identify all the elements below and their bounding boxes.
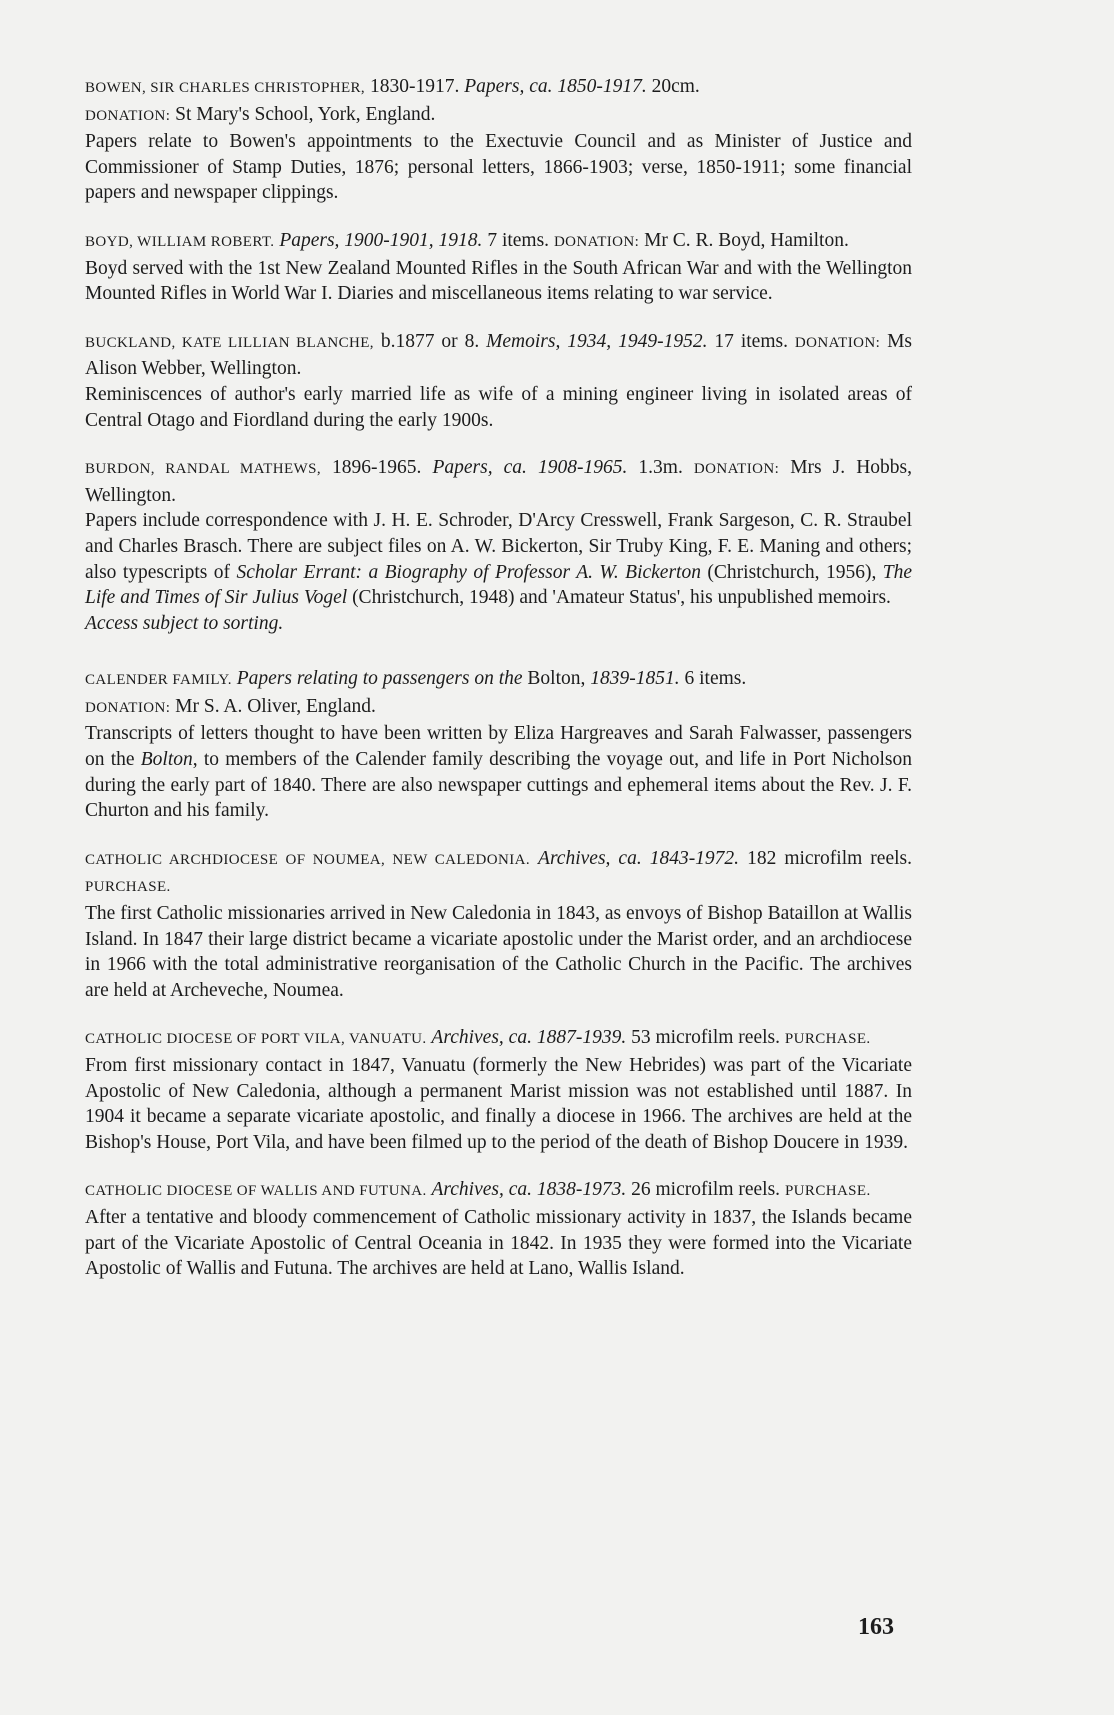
desc-text: (Christchurch, 1956), — [700, 561, 883, 583]
catalog-entry-boyd — [85, 228, 912, 307]
entry-heading — [85, 455, 912, 508]
catalog-entry-buckland — [85, 329, 912, 433]
entry-extent: 6 items. — [679, 668, 747, 690]
catalog-entry-bowen — [85, 74, 912, 206]
entry-description — [85, 508, 912, 610]
entry-name: BOWEN, SIR CHARLES CHRISTOPHER, — [85, 80, 366, 96]
entry-extent: 1.3m. — [627, 457, 694, 479]
entry-donor: Mrs J. Hobbs, Wellington. — [85, 457, 912, 506]
entry-name: BUCKLAND, KATE LILLIAN BLANCHE, — [85, 334, 374, 351]
page-number: 163 — [858, 1614, 894, 1640]
entry-description: Reminiscences of author's early married life as wife of a mining engineer living in isolated areas of Central Otago and Fiordland during the early 1900s. — [85, 383, 912, 431]
entry-donor: Ms Alison Webber, Wellington. — [85, 330, 912, 380]
entry-name: CALENDER FAMILY. — [85, 672, 232, 689]
entry-source: PURCHASE. — [784, 1183, 871, 1200]
entry-description: Boyd served with the 1st New Zealand Mounted Rifles in the South African War and with the Wellington Mounted Rifles in World War I. Diaries and miscellaneous items relating to war service. — [85, 257, 912, 305]
entry-title: Papers, 1900-1901, 1918. — [279, 229, 483, 251]
entry-donor: St Mary's School, York, England. — [170, 103, 436, 125]
entry-extent: 17 items. — [707, 330, 795, 352]
entry-title: Memoirs, 1934, 1949-1952. — [486, 330, 708, 352]
entry-description: From first missionary contact in 1847, Vanuatu (formerly the New Hebrides) was part of the Vicariate Apostolic of New Caledonia, although a permanent Marist mission was not established until 1887. In 1904 it became a separate vicariate apostolic, and finally a diocese in 1966. The archives are held at the Bishop's House, Port Vila, and have been filmed up to the period of the death of Bishop Doucere in 1939. — [85, 1055, 912, 1153]
entry-heading — [85, 329, 912, 382]
entry-source: DONATION: — [693, 461, 780, 478]
entry-extent: 20cm. — [646, 76, 700, 97]
entry-description: After a tentative and bloody commencement of Catholic missionary activity in 1837, the Islands became part of the Vicariate Apostolic of Central Oceania in 1842. In 1935 they were formed into the Vicariate Apostolic of Wallis and Futuna. The archives are held at Lano, Wallis Island. — [85, 1206, 912, 1280]
entry-title-ship: Bolton, — [522, 668, 591, 690]
entry-heading — [85, 666, 912, 694]
entry-title: Papers, ca. 1908-1965. — [432, 457, 628, 479]
entry-dates — [530, 848, 538, 869]
entry-source: DONATION: — [553, 233, 640, 250]
entry-dates: 1830-1917. — [365, 76, 465, 97]
entry-heading — [85, 1177, 912, 1205]
entry-name: CATHOLIC DIOCESE OF PORT VILA, VANUATU. — [85, 1031, 427, 1048]
entry-extent: 7 items. — [482, 229, 554, 251]
entry-source: DONATION: — [85, 107, 171, 124]
entry-source-line — [85, 694, 912, 722]
entry-description: The first Catholic missionaries arrived in New Caledonia in 1843, as envoys of Bishop Bataillon at Wallis Island. In 1847 their large district became a vicariate apostolic under the Marist order, and an archdiocese in 1966 with the total administrative reorganisation of the Catholic Church in the Pacific. The archives are held at Archeveche, Noumea. — [85, 903, 912, 1001]
entry-source-line — [85, 102, 912, 130]
entry-heading — [85, 74, 912, 102]
entry-name: CATHOLIC ARCHDIOCESE OF NOUMEA, NEW CALEDONIA. — [85, 851, 531, 868]
catalog-entry-calender — [85, 666, 912, 824]
entry-source: PURCHASE. — [784, 1031, 871, 1048]
desc-text: (Christchurch, 1948) and 'Amateur Status', his unpublished memoirs. — [347, 587, 891, 609]
desc-text: Papers include correspondence with J. H. E. Schroder, D'Arcy Cresswell, Frank Sargeson, C. R. Straubel and Charles Brasch. There are subject files on A. W. Bickerton, Sir Truby King, F. E. Maning and others; also typescripts of — [85, 510, 912, 583]
entry-title: Archives, ca. 1838-1973. — [431, 1179, 627, 1201]
entry-donor: Mr S. A. Oliver, England. — [170, 695, 376, 717]
entry-description — [85, 721, 912, 823]
entry-title: Archives, ca. 1887-1939. — [431, 1027, 627, 1049]
catalog-entry-noumea — [85, 846, 912, 1004]
desc-text: Transcripts of letters thought to have been written by Eliza Hargreaves and Sarah Falwasser, passengers on the — [85, 723, 912, 771]
entry-name: BOYD, WILLIAM ROBERT. — [85, 233, 275, 250]
entry-title-years: 1839-1851. — [590, 668, 680, 690]
entry-donor: Mr C. R. Boyd, Hamilton. — [639, 229, 849, 251]
entry-heading — [85, 846, 912, 901]
desc-italic-title: Bolton — [140, 749, 193, 771]
desc-italic-title: The Life and Times of Sir Julius Vogel — [85, 561, 912, 609]
entry-source: DONATION: — [85, 699, 171, 716]
entry-title: Papers, ca. 1850-1917. — [464, 76, 647, 97]
entry-title: Papers relating to passengers on the — [236, 668, 523, 690]
entry-dates: b.1877 or 8. — [373, 330, 487, 352]
entry-heading — [85, 1025, 912, 1053]
catalog-entry-port-vila — [85, 1025, 912, 1155]
entry-source: PURCHASE. — [85, 879, 171, 896]
access-note: Access subject to sorting. — [85, 612, 284, 634]
entry-extent: 26 microfilm reels. — [626, 1179, 785, 1201]
entry-title: Archives, ca. 1843-1972. — [538, 847, 740, 869]
entry-description: Papers relate to Bowen's appointments to the Exectuvie Council and as Minister of Justice and Commissioner of Stamp Duties, 1876; personal letters, 1866-1903; verse, 1850-1911; some financial papers and newspaper clippings. — [85, 131, 912, 204]
entry-source: DONATION: — [794, 334, 881, 351]
entry-heading — [85, 228, 912, 256]
entry-name: CATHOLIC DIOCESE OF WALLIS AND FUTUNA. — [85, 1183, 427, 1200]
desc-italic-title: Scholar Errant: a Biography of Professor A. W. Bickerton — [236, 561, 701, 583]
entry-extent: 53 microfilm reels. — [626, 1027, 785, 1049]
entry-name: BURDON, RANDAL MATHEWS, — [85, 461, 321, 478]
catalog-entry-wallis-futuna — [85, 1177, 912, 1281]
entry-extent: 182 microfilm reels. — [739, 847, 912, 869]
catalog-entry-burdon — [85, 455, 912, 636]
desc-text: , to members of the Calender family describing the voyage out, and life in Port Nicholson during the early part of 1840. There are also newspaper cuttings and ephemeral items about the Rev. J. F. Churton and his family. — [85, 749, 913, 822]
document-page — [85, 74, 912, 1304]
entry-dates: 1896-1965. — [321, 457, 433, 479]
